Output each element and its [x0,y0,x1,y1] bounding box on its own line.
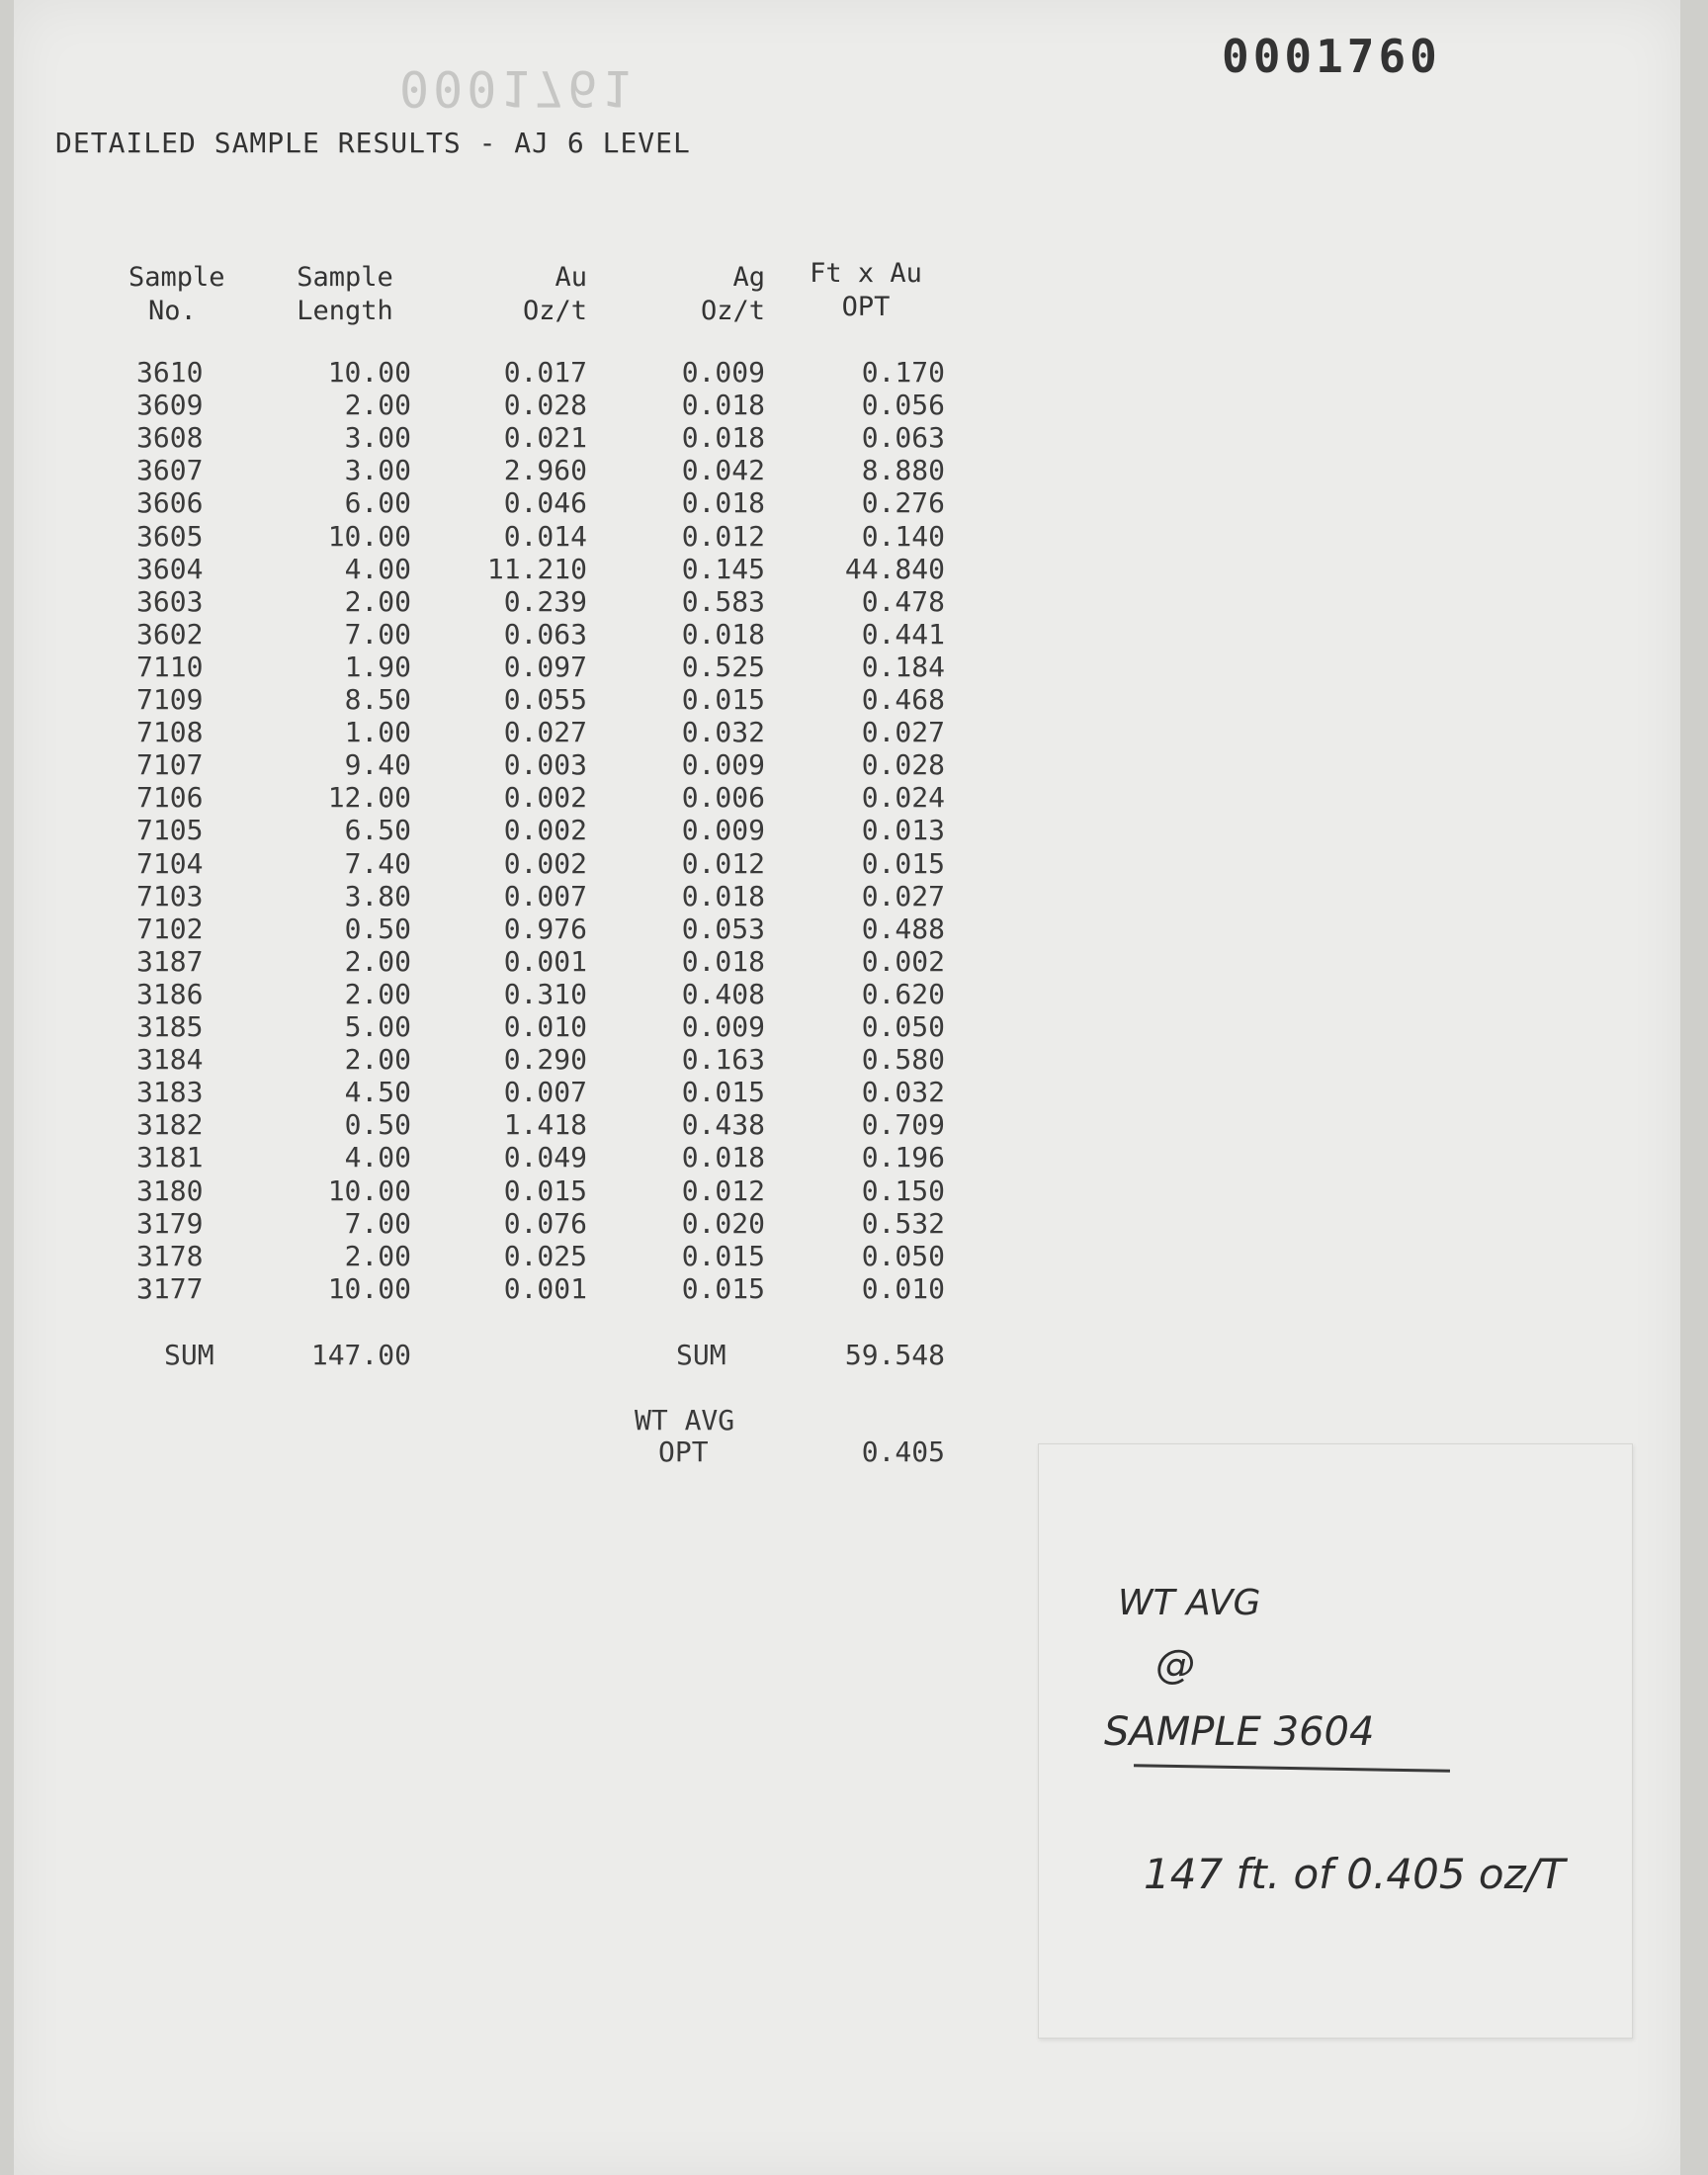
sample-no-cell: 3180 [136,1174,204,1207]
ag-oz-t-cell: 0.018 [681,944,765,978]
sample-length-cell: 3.00 [344,421,411,455]
table-row [14,913,1002,945]
sample-length-cell: 8.50 [344,683,411,716]
au-oz-t-cell: 1.418 [503,1108,587,1142]
au-oz-t-cell: 0.003 [503,748,587,782]
ft-x-au-opt-cell: 0.056 [861,389,945,422]
au-oz-t-cell: 0.290 [503,1043,587,1077]
ag-oz-t-cell: 0.012 [681,519,765,553]
sample-length-cell: 2.00 [344,1043,411,1077]
sample-no-cell: 3185 [136,1010,204,1043]
sample-no-cell: 3183 [136,1076,204,1109]
au-oz-t-cell: 0.010 [503,1010,587,1043]
au-oz-t-cell: 0.002 [503,781,587,815]
ag-oz-t-cell: 0.009 [681,748,765,782]
au-oz-t-cell: 0.310 [503,977,587,1010]
opt-label: OPT [658,1436,709,1468]
table-row [14,1141,1002,1174]
sample-no-cell: 7110 [136,650,204,683]
table-row [14,356,1002,389]
table-row [14,683,1002,716]
sample-no-cell: 3184 [136,1043,204,1077]
au-oz-t-cell: 0.097 [503,650,587,683]
ft-x-au-opt-cell: 0.441 [861,617,945,651]
table-row [14,1272,1002,1305]
ag-oz-t-cell: 0.012 [681,846,765,880]
ft-x-au-opt-cell: 0.150 [861,1174,945,1207]
sample-no-cell: 7109 [136,683,204,716]
sample-length-cell: 2.00 [344,1239,411,1272]
note-summary: 147 ft. of 0.405 oz/T [1144,1850,1566,1898]
sample-length-cell: 4.00 [344,1141,411,1174]
ft-x-au-opt-cell: 0.032 [861,1076,945,1109]
ft-x-au-opt-cell: 0.468 [861,683,945,716]
ag-oz-t-cell: 0.015 [681,683,765,716]
table-row [14,651,1002,683]
sample-length-cell: 7.40 [344,846,411,880]
table-row [14,847,1002,880]
au-oz-t-cell: 0.007 [503,1076,587,1109]
table-row [14,716,1002,748]
ft-x-au-opt-cell: 0.196 [861,1141,945,1174]
ft-x-au-opt-cell: 0.620 [861,977,945,1010]
document-page [14,0,1680,2175]
ft-x-au-opt-cell: 0.580 [861,1043,945,1077]
page-number: 0001760 [1222,30,1441,83]
sample-length-cell: 0.50 [344,1108,411,1142]
au-oz-t-cell: 0.046 [503,486,587,520]
sample-no-cell: 7105 [136,814,204,847]
sample-length-cell: 3.00 [344,454,411,487]
sample-no-cell: 3187 [136,944,204,978]
ag-oz-t-cell: 0.163 [681,1043,765,1077]
ag-oz-t-cell: 0.020 [681,1206,765,1240]
sample-length-cell: 0.50 [344,912,411,945]
sample-length-cell: 1.90 [344,650,411,683]
table-row [14,880,1002,913]
ft-x-au-opt-cell: 0.140 [861,519,945,553]
sample-no-cell: 3604 [136,552,204,585]
au-oz-t-cell: 0.239 [503,584,587,618]
table-row [14,1010,1002,1043]
ft-x-au-opt-cell: 0.024 [861,781,945,815]
au-oz-t-cell: 0.007 [503,879,587,913]
table-row [14,618,1002,651]
ft-x-au-opt-cell: 0.532 [861,1206,945,1240]
au-oz-t-cell: 0.002 [503,846,587,880]
ft-x-au-opt-cell: 8.880 [861,454,945,487]
table-row [14,486,1002,519]
ag-oz-t-cell: 0.018 [681,389,765,422]
ft-x-au-opt-cell: 0.063 [861,421,945,455]
ag-oz-t-cell: 0.145 [681,552,765,585]
sample-no-cell: 3178 [136,1239,204,1272]
ft-x-au-opt-cell: 0.478 [861,584,945,618]
ft-x-au-opt-cell: 0.050 [861,1239,945,1272]
sample-no-cell: 7107 [136,748,204,782]
ag-oz-t-cell: 0.009 [681,814,765,847]
au-oz-t-cell: 0.076 [503,1206,587,1240]
au-oz-t-cell: 0.017 [503,356,587,389]
sample-length-cell: 3.80 [344,879,411,913]
table-row [14,1240,1002,1272]
sum-length: 147.00 [310,1339,411,1371]
table-row [14,1108,1002,1141]
au-oz-t-cell: 0.028 [503,389,587,422]
header-ft-au: Ft x Au OPT [810,258,922,322]
document-title: DETAILED SAMPLE RESULTS - AJ 6 LEVEL [55,127,691,159]
sample-length-cell: 7.00 [344,1206,411,1240]
au-oz-t-cell: 0.001 [503,1271,587,1305]
ag-oz-t-cell: 0.018 [681,421,765,455]
au-oz-t-cell: 2.960 [503,454,587,487]
ft-x-au-opt-cell: 0.027 [861,716,945,749]
sample-length-cell: 2.00 [344,584,411,618]
sample-length-cell: 10.00 [327,1174,411,1207]
au-oz-t-cell: 0.014 [503,519,587,553]
au-oz-t-cell: 11.210 [486,552,587,585]
sample-no-cell: 3605 [136,519,204,553]
ft-x-au-opt-cell: 0.170 [861,356,945,389]
sample-no-cell: 3181 [136,1141,204,1174]
header-au: Au Oz/t [522,262,587,326]
handwritten-note-card [1038,1443,1633,2039]
ft-x-au-opt-cell: 0.028 [861,748,945,782]
table-row [14,454,1002,486]
au-oz-t-cell: 0.976 [503,912,587,945]
table-row [14,814,1002,846]
sample-no-cell: 7102 [136,912,204,945]
au-oz-t-cell: 0.055 [503,683,587,716]
au-oz-t-cell: 0.063 [503,617,587,651]
table-row [14,520,1002,553]
wt-avg-label: WT AVG [635,1404,735,1436]
ag-oz-t-cell: 0.438 [681,1108,765,1142]
ag-oz-t-cell: 0.032 [681,716,765,749]
ag-oz-t-cell: 0.525 [681,650,765,683]
ft-x-au-opt-cell: 0.013 [861,814,945,847]
header-sample-length: Sample Length [297,262,393,326]
table-row [14,1043,1002,1076]
ag-oz-t-cell: 0.006 [681,781,765,815]
sample-no-cell: 3179 [136,1206,204,1240]
sample-no-cell: 3177 [136,1271,204,1305]
sample-length-cell: 6.00 [344,486,411,520]
sample-length-cell: 12.00 [327,781,411,815]
sample-no-cell: 7106 [136,781,204,815]
au-oz-t-cell: 0.001 [503,944,587,978]
note-wt-avg: WT AVG [1118,1583,1261,1623]
table-row [14,978,1002,1010]
au-oz-t-cell: 0.025 [503,1239,587,1272]
sample-no-cell: 3610 [136,356,204,389]
au-oz-t-cell: 0.002 [503,814,587,847]
ft-x-au-opt-cell: 0.002 [861,944,945,978]
ft-x-au-opt-cell: 0.184 [861,650,945,683]
sample-length-cell: 2.00 [344,389,411,422]
sample-no-cell: 3186 [136,977,204,1010]
sample-length-cell: 7.00 [344,617,411,651]
ag-oz-t-cell: 0.583 [681,584,765,618]
sample-length-cell: 2.00 [344,944,411,978]
sample-length-cell: 1.00 [344,716,411,749]
sample-length-cell: 2.00 [344,977,411,1010]
ag-oz-t-cell: 0.018 [681,1141,765,1174]
note-underline [1134,1764,1450,1773]
sum-label: SUM [164,1339,214,1371]
sample-length-cell: 4.50 [344,1076,411,1109]
table-row [14,389,1002,421]
sample-length-cell: 4.00 [344,552,411,585]
sample-no-cell: 3602 [136,617,204,651]
table-row [14,945,1002,978]
table-row [14,748,1002,781]
sample-length-cell: 10.00 [327,356,411,389]
table-row [14,781,1002,814]
table-row [14,1076,1002,1108]
au-oz-t-cell: 0.049 [503,1141,587,1174]
ft-x-au-opt-cell: 0.015 [861,846,945,880]
sample-no-cell: 3603 [136,584,204,618]
sample-length-cell: 6.50 [344,814,411,847]
ft-x-au-opt-cell: 0.010 [861,1271,945,1305]
table-row [14,421,1002,454]
ag-oz-t-cell: 0.009 [681,356,765,389]
sample-length-cell: 10.00 [327,1271,411,1305]
au-oz-t-cell: 0.021 [503,421,587,455]
ag-oz-t-cell: 0.015 [681,1271,765,1305]
ft-x-au-opt-cell: 44.840 [844,552,945,585]
ag-oz-t-cell: 0.018 [681,879,765,913]
sum-ft-au: 59.548 [844,1339,945,1371]
table-row [14,553,1002,585]
ft-x-au-opt-cell: 0.709 [861,1108,945,1142]
sum-label-ft-au: SUM [676,1339,726,1371]
ft-x-au-opt-cell: 0.276 [861,486,945,520]
ft-x-au-opt-cell: 0.488 [861,912,945,945]
ag-oz-t-cell: 0.018 [681,486,765,520]
ft-x-au-opt-cell: 0.027 [861,879,945,913]
ag-oz-t-cell: 0.042 [681,454,765,487]
sample-no-cell: 3606 [136,486,204,520]
sample-no-cell: 7108 [136,716,204,749]
au-oz-t-cell: 0.015 [503,1174,587,1207]
table-row [14,585,1002,618]
bleed-through-page-number: 0001761 [399,59,636,117]
sample-no-cell: 3607 [136,454,204,487]
sample-no-cell: 3182 [136,1108,204,1142]
ag-oz-t-cell: 0.009 [681,1010,765,1043]
sample-no-cell: 7104 [136,846,204,880]
table-row [14,1207,1002,1240]
note-at-symbol: @ [1155,1642,1195,1688]
ag-oz-t-cell: 0.018 [681,617,765,651]
sample-length-cell: 5.00 [344,1010,411,1043]
ft-x-au-opt-cell: 0.050 [861,1010,945,1043]
sample-no-cell: 3609 [136,389,204,422]
ag-oz-t-cell: 0.408 [681,977,765,1010]
sample-length-cell: 9.40 [344,748,411,782]
wt-avg-opt-value: 0.405 [861,1436,945,1468]
ag-oz-t-cell: 0.015 [681,1239,765,1272]
sample-length-cell: 10.00 [327,519,411,553]
header-ag: Ag Oz/t [700,262,765,326]
sample-no-cell: 7103 [136,879,204,913]
table-row [14,1174,1002,1207]
ag-oz-t-cell: 0.015 [681,1076,765,1109]
note-sample: SAMPLE 3604 [1104,1709,1375,1755]
ag-oz-t-cell: 0.053 [681,912,765,945]
sample-no-cell: 3608 [136,421,204,455]
ag-oz-t-cell: 0.012 [681,1174,765,1207]
au-oz-t-cell: 0.027 [503,716,587,749]
header-sample-no: Sample No. [128,262,225,326]
